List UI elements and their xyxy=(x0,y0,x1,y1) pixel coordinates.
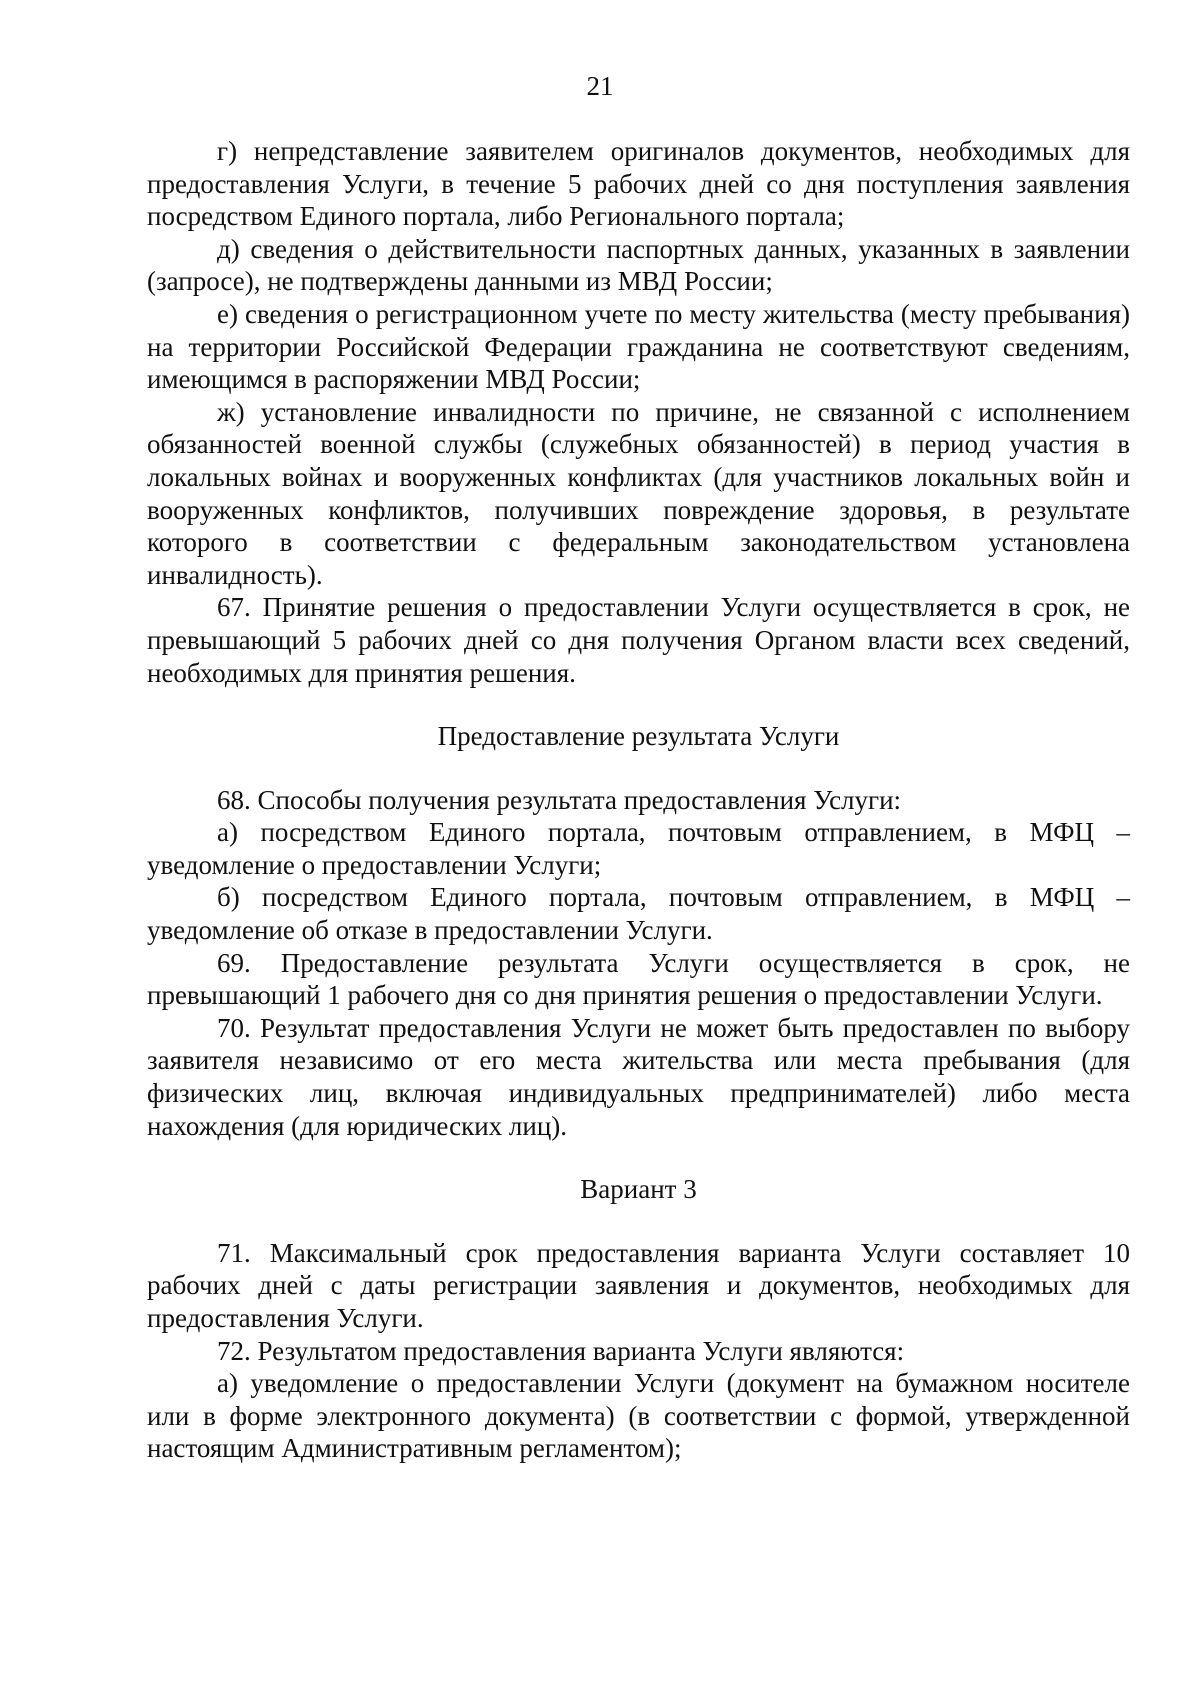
paragraph-67: 67. Принятие решения о предоставлении Услуги осуществляется в срок, не превышающий 5 рабочих дней со дня получения Органом власти всех сведений, необходимых для принятия решения. xyxy=(147,592,1130,688)
paragraph-71: 71. Максимальный срок предоставления варианта Услуги составляет 10 рабочих дней с даты регистрации заявления и документов, необходимых для предоставления Услуги. xyxy=(147,1237,1130,1333)
paragraph-68: 68. Способы получения результата предоставления Услуги: xyxy=(217,784,902,815)
page-number: 21 xyxy=(586,71,614,101)
section-heading-variant-3: Вариант 3 xyxy=(580,1174,697,1205)
paragraph-68-item-a: а) посредством Единого портала, почтовым отправлением, в МФЦ – уведомление о предоставлении Услуги; xyxy=(147,817,1130,880)
paragraph-70: 70. Результат предоставления Услуги не может быть предоставлен по выбору заявителя независимо от его места жительства или места пребывания (для физических лиц, включая индивидуальных предпринимателей) либо места нахождения (для юридических лиц). xyxy=(147,1012,1130,1141)
paragraph-69: 69. Предоставление результата Услуги осуществляется в срок, не превышающий 1 рабочего дня со дня принятия решения о предоставлении Услуги. xyxy=(147,947,1130,1011)
section-heading-result: Предоставление результата Услуги xyxy=(437,721,840,752)
paragraph-72: 72. Результатом предоставления варианта Услуги являются: xyxy=(217,1335,905,1366)
paragraph-item-d: д) сведения о действительности паспортных данных, указанных в заявлении (запросе), не подтверждены данными из МВД России; xyxy=(147,233,1130,297)
paragraph-68-item-b: б) посредством Единого портала, почтовым отправлением, в МФЦ – уведомление об отказе в предоставлении Услуги. xyxy=(147,882,1130,946)
document-body xyxy=(147,135,1130,1465)
paragraph-item-e: е) сведения о регистрационном учете по месту жительства (месту пребывания) на территории Российской Федерации гражданина не соответствуют сведениям, имеющимся в распоряжении МВД России; xyxy=(147,298,1130,395)
paragraph-item-g: г) непредставление заявителем оригиналов документов, необходимых для предоставления Услуги, в течение 5 рабочих дней со дня поступления заявления посредством Единого портала, либо Регионального портала; xyxy=(147,136,1130,232)
paragraph-72-item-a: а) уведомление о предоставлении Услуги (документ на бумажном носителе или в форме электронного документа) (в соответствии с формой, утвержденной настоящим Административным регламентом); xyxy=(147,1368,1130,1464)
paragraph-item-zh: ж) установление инвалидности по причине, не связанной с исполнением обязанностей военной службы (служебных обязанностей) в период участия в локальных войнах и вооруженных конфликтах (для участников локальных войн и вооруженных конфликтов, получивших повреждение здоровья, в результате которого в соответствии с федеральным законодательством установлена инвалидность). xyxy=(147,396,1130,590)
